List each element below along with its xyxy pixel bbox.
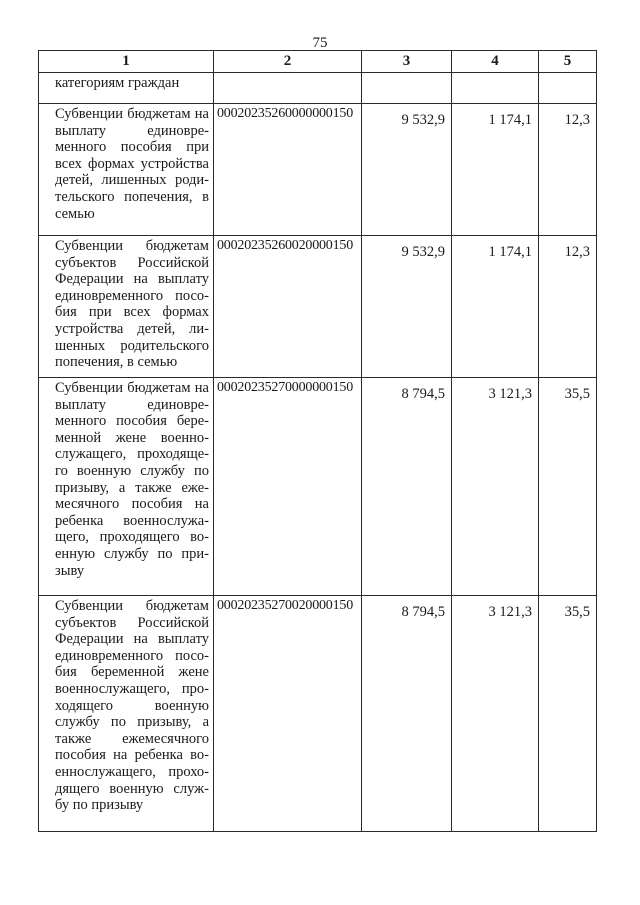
row-code: 00020235260020000150 — [214, 236, 362, 378]
row-value-col4: 1 174,1 — [452, 104, 539, 236]
continuation-text: категориям граждан — [39, 73, 214, 104]
row-description: Субвенции бюджетам на выплату единовре-менного пособия при всех формах устройства детей, лишенных роди-тельского попечения, в семью — [39, 104, 214, 236]
row-value-col4: 3 121,3 — [452, 378, 539, 596]
column-header-2: 2 — [214, 51, 362, 73]
row-description: Субвенции бюджетам субъектов Российской Федерации на выплату единовременного посо-бия беременной жене военнослужащего, про-ходящего военную службу по призыву, а также ежемесячного пособия на ребенка во-еннослужащего, прохо-дящего военную служ-бу по призыву — [39, 596, 214, 832]
row-value-col3: 9 532,9 — [362, 236, 452, 378]
empty-cell — [539, 73, 597, 104]
table-row — [39, 236, 597, 378]
row-value-col3: 8 794,5 — [362, 378, 452, 596]
row-value-col3: 8 794,5 — [362, 596, 452, 832]
row-value-col5: 35,5 — [539, 596, 597, 832]
budget-table — [38, 50, 597, 832]
column-header-1: 1 — [39, 51, 214, 73]
row-value-col5: 12,3 — [539, 104, 597, 236]
row-value-col5: 35,5 — [539, 378, 597, 596]
row-code: 00020235270000000150 — [214, 378, 362, 596]
row-value-col4: 3 121,3 — [452, 596, 539, 832]
table-row — [39, 378, 597, 596]
row-value-col4: 1 174,1 — [452, 236, 539, 378]
table-row — [39, 104, 597, 236]
empty-cell — [362, 73, 452, 104]
row-code: 00020235270020000150 — [214, 596, 362, 832]
empty-cell — [452, 73, 539, 104]
table-header-row — [39, 51, 597, 73]
column-header-5: 5 — [539, 51, 597, 73]
row-description: Субвенции бюджетам субъектов Российской Федерации на выплату единовременного посо-бия при всех формах устройства детей, ли-шенных родительского попечения, в семью — [39, 236, 214, 378]
row-description: Субвенции бюджетам на выплату единовре-менного пособия бере-менной жене военно-служащего, проходяще-го военную службу по призыву, а также еже-месячного пособия на ребенка военнослужа-щего, проходящего во-енную службу по при-зыву — [39, 378, 214, 596]
continuation-row — [39, 73, 597, 104]
table-row — [39, 596, 597, 832]
column-header-3: 3 — [362, 51, 452, 73]
row-code: 00020235260000000150 — [214, 104, 362, 236]
row-value-col3: 9 532,9 — [362, 104, 452, 236]
row-value-col5: 12,3 — [539, 236, 597, 378]
column-header-4: 4 — [452, 51, 539, 73]
page-number: 75 — [312, 35, 328, 51]
empty-cell — [214, 73, 362, 104]
